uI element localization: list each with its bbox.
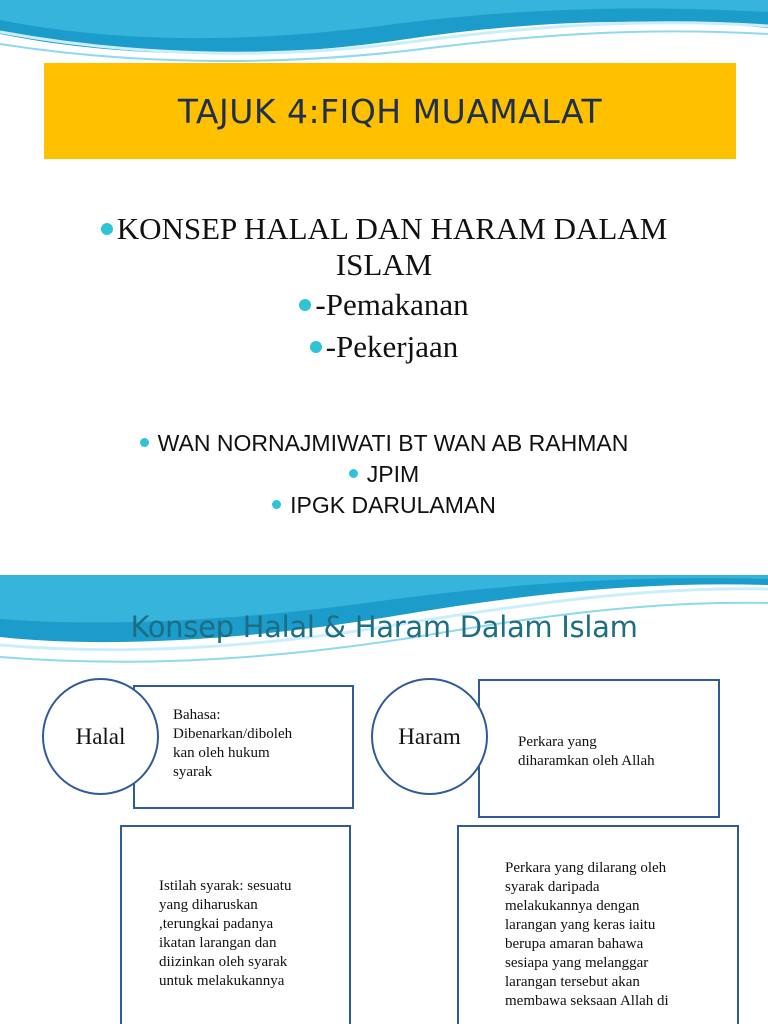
bullet-text: -Pemakanan	[315, 287, 469, 322]
slide-1-title: TAJUK 4:FIQH MUAMALAT	[177, 91, 603, 131]
title-banner	[44, 63, 736, 159]
author-institution: IPGK DARULAMAN	[0, 492, 768, 518]
haram-label: Haram	[398, 723, 461, 749]
author-name: WAN NORNAJMIWATI BT WAN AB RAHMAN	[0, 430, 768, 456]
bullet-dot-icon	[349, 469, 358, 478]
slide-2-title: Konsep Halal & Haram Dalam Islam	[130, 610, 638, 644]
bullet-text: KONSEP HALAL DAN HARAM DALAM	[116, 211, 668, 246]
haram-istilah-box: Perkara yang dilarang oleh syarak daripada melakukannya dengan larangan yang keras iaitu berupa amaran bahawa sesiapa yang melanggar larangan tersebut akan membawa seksaan Allah di	[457, 825, 739, 1024]
bullet-dot-icon	[310, 341, 322, 353]
haram-bahasa-box: Perkara yang diharamkan oleh Allah	[478, 679, 720, 818]
bullet-text: ISLAM	[335, 247, 433, 282]
bullet-dot-icon	[140, 438, 149, 447]
bullet-dot-icon	[299, 299, 311, 311]
bullet-topic-3	[0, 330, 768, 364]
haram-circle	[371, 678, 488, 795]
bullet-topic-2	[0, 288, 768, 322]
halal-label: Halal	[75, 723, 126, 749]
slide-2	[0, 575, 768, 1024]
halal-circle	[42, 678, 159, 795]
bullet-text: -Pekerjaan	[325, 329, 459, 364]
bullet-topic-1	[0, 212, 768, 246]
bullet-topic-1-cont	[0, 248, 768, 282]
author-department: JPIM	[0, 461, 768, 487]
halal-bahasa-box: Bahasa: Dibenarkan/diboleh kan oleh hukum syarak	[133, 685, 354, 809]
bullet-dot-icon	[272, 500, 281, 509]
halal-istilah-box: Istilah syarak: sesuatu yang diharuskan ,terungkai padanya ikatan larangan dan diizinkan oleh syarak untuk melakukannya	[120, 825, 351, 1024]
bullet-dot-icon	[101, 223, 113, 235]
